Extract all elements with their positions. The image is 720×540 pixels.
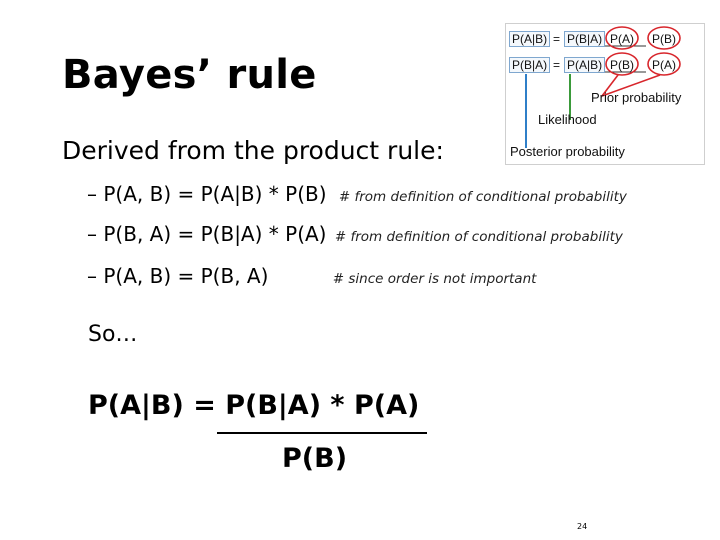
bullet-1	[87, 182, 627, 206]
formula-denominator: P(B)	[282, 443, 348, 474]
diagram-r2-t1: P(A|B)	[564, 57, 605, 73]
diagram-r2-lhs: P(B|A)	[509, 57, 550, 73]
bullet-1-expression: – P(A, B) = P(A|B) * P(B)	[87, 182, 327, 206]
so-text: So…	[88, 322, 138, 347]
fraction-line	[217, 432, 427, 434]
posterior-probability-label: Posterior probability	[510, 144, 625, 159]
slide-title: Bayes’ rule	[62, 52, 317, 98]
diagram-r2-t2: P(B)	[610, 58, 634, 72]
bayes-diagram	[505, 23, 705, 165]
formula-numerator: P(A|B) = P(B|A) * P(A)	[88, 390, 420, 421]
bullet-1-comment: # from definition of conditional probability	[338, 189, 627, 205]
bullet-3-comment: # since order is not important	[332, 271, 537, 287]
diagram-r1-t2: P(A)	[610, 32, 634, 46]
diagram-r1-t1: P(B|A)	[564, 31, 605, 47]
diagram-r2-eq: =	[553, 58, 561, 72]
diagram-r1-eq: =	[553, 32, 561, 46]
bullet-3	[87, 264, 536, 288]
diagram-r2-t3: P(A)	[652, 58, 676, 72]
bullet-2-comment: # from definition of conditional probability	[334, 229, 623, 245]
intro-text: Derived from the product rule:	[62, 136, 444, 165]
bullet-2	[87, 222, 623, 246]
page-number: 24	[577, 522, 588, 531]
diagram-r1-lhs: P(A|B)	[509, 31, 550, 47]
bullet-2-expression: – P(B, A) = P(B|A) * P(A)	[87, 222, 327, 246]
likelihood-label: Likelihood	[538, 112, 597, 127]
diagram-r1-t3: P(B)	[652, 32, 676, 46]
bullet-3-expression: – P(A, B) = P(B, A)	[87, 264, 269, 288]
prior-probability-label: Prior probability	[591, 90, 682, 105]
